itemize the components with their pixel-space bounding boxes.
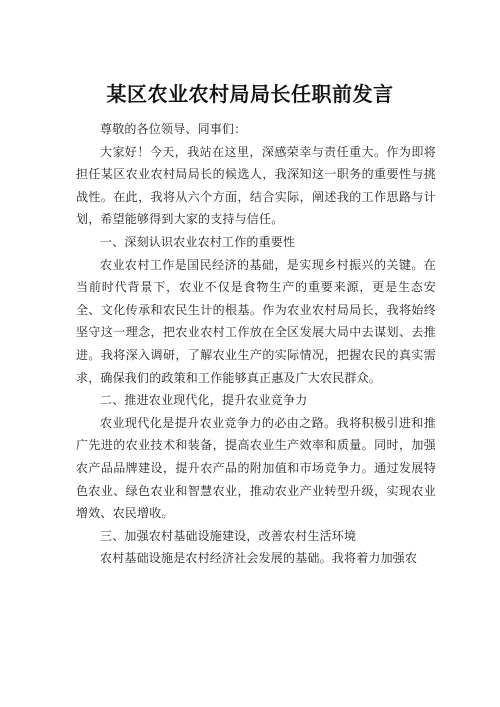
paragraph-section-3: 农村基础设施是农村经济社会发展的基础。我将着力加强农 <box>100 551 418 566</box>
section-heading-3: 三、加强农村基础设施建设，改善农村生活环境 <box>100 528 357 543</box>
paragraph-intro: 大家好！今天，我站在这里，深感荣幸与责任重大。作为即将担任某区农业农村局局长的候选人，我深知这一职务的重要性与挑战性。在此，我将从六个方面，结合实际，阐述我的工作思路与计划，希望能够得到大家的支持与信任。 <box>76 144 436 227</box>
document-body <box>76 118 436 570</box>
section-heading-2: 二、推进农业现代化，提升农业竞争力 <box>100 393 308 408</box>
document-title: 某区农业农村局局长任职前发言 <box>106 82 394 106</box>
paragraph-section-1: 农业农村工作是国民经济的基础，是实现乡村振兴的关键。在当前时代背景下，农业不仅是食物生产的重要来源，更是生态安全、文化传承和农民生计的根基。作为农业农村局局长，我将始终坚守这一理念，把农业农村工作放在全区发展大局中去谋划、去推进。我将深入调研，了解农业生产的实际情况，把握农民的真实需求，确保我们的政策和工作能够真正惠及广大农民群众。 <box>76 257 436 385</box>
salutation: 尊敬的各位领导、同事们： <box>100 122 247 136</box>
paragraph-section-2: 农业现代化是提升农业竞争力的必由之路。我将积极引进和推广先进的农业技术和装备，提高农业生产效率和质量。同时，加强农产品品牌建设，提升农产品的附加值和市场竞争力。通过发展特色农业、绿色农业和智慧农业，推动农业产业转型升级，实现农业增效、农民增收。 <box>76 415 436 521</box>
section-heading-1: 一、深刻认识农业农村工作的重要性 <box>100 234 296 249</box>
